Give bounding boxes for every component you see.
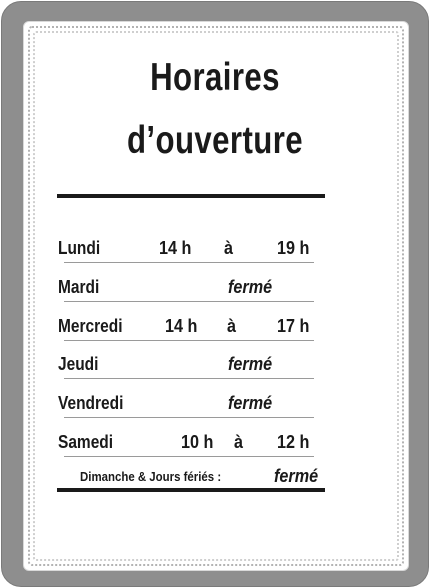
sunday-holidays-label: Dimanche & Jours fériés : [80,469,222,484]
hours-row-mardi [58,263,320,302]
closing-time: 19 h [277,238,310,258]
closed-status: fermé [228,277,273,297]
opening-time: 14 h [165,316,198,336]
day-label: Jeudi [58,354,99,374]
sign-title-line-1: Horaires [150,56,280,99]
hours-row-jeudi [58,340,320,379]
top-rule [57,194,325,198]
closing-time: 17 h [277,316,310,336]
closed-status: fermé [228,393,273,413]
closed-status: fermé [274,466,319,486]
hours-row-mercredi [58,302,320,341]
day-label: Mardi [58,277,100,297]
bottom-rule [57,488,325,492]
closing-time: 12 h [277,432,310,452]
hours-row-sunday-holidays [58,452,320,491]
sign-title-line-2: d’ouverture [126,119,304,162]
day-label: Lundi [58,238,101,258]
hours-row-lundi [58,224,320,263]
time-separator: à [227,316,237,336]
closed-status: fermé [228,354,273,374]
opening-time: 14 h [159,238,192,258]
day-label: Vendredi [58,393,124,413]
day-label: Mercredi [58,316,123,336]
time-separator: à [224,238,234,258]
time-separator: à [234,432,244,452]
day-label: Samedi [58,432,114,452]
opening-time: 10 h [181,432,214,452]
hours-row-vendredi [58,379,320,418]
